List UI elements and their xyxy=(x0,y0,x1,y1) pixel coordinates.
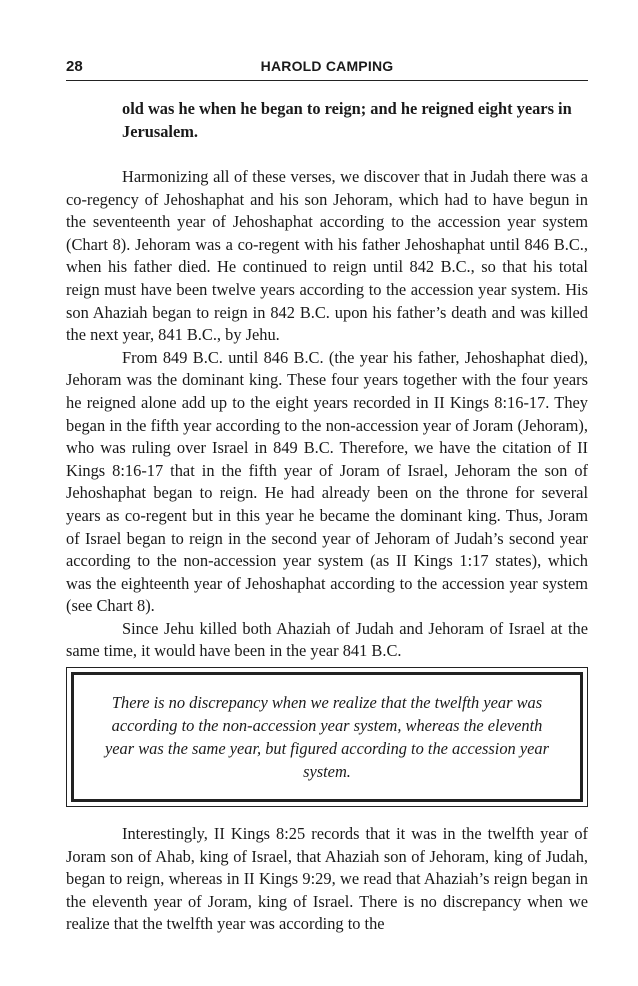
paragraph-since-jehu: Since Jehu killed both Ahaziah of Judah and Jehoram of Israel at the same time, it would have been in the year 841 B.C. xyxy=(66,618,588,661)
running-header xyxy=(66,56,588,81)
paragraph-harmonizing: Harmonizing all of these verses, we discover that in Judah there was a co-regency of Jehoshaphat and his son Jehoram, which had to have begun in the seventeenth year of Jehoshaphat according to the accession year system (Chart 8). Jehoram was a co-regent with his father Jehoshaphat until 846 B.C., when his father died. He continued to reign until 842 B.C., so that his total reign must have been twelve years according to the accession year system. His son Ahaziah began to reign in 842 B.C. upon his father’s death and was killed the next year, 841 B.C., by Jehu. xyxy=(66,167,588,345)
callout-inner-border xyxy=(71,672,583,802)
main-text xyxy=(66,166,588,663)
closing-text xyxy=(66,823,588,936)
callout-text: There is no discrepancy when we realize that the twelfth year was according to the non-accession year system, whereas the eleventh year was the same year, but figured according to the accession year system. xyxy=(105,693,549,781)
paragraph-interestingly: Interestingly, II Kings 8:25 records that it was in the twelfth year of Joram son of Ahab, king of Israel, that Ahaziah son of Jehoram, king of Judah, began to reign, whereas in II Kings 9:29, we read that Ahaziah’s reign began in the eleventh year of Joram, king of Israel. There is no discrepancy when we realize that the twelfth year was according to the xyxy=(66,824,588,934)
running-title: HAROLD CAMPING xyxy=(260,58,394,74)
page-number: 28 xyxy=(66,58,83,75)
callout-box xyxy=(66,667,588,807)
paragraph-from-849: From 849 B.C. until 846 B.C. (the year his father, Jehoshaphat died), Jehoram was the dominant king. These four years together with the four years he reigned alone add up to the eight years recorded in II Kings 8:16-17. They began in the fifth year according to the non-accession year of Joram (Jehoram), who was ruling over Israel in 849 B.C. Therefore, we have the citation of II Kings 8:16-17 that in the fifth year of Joram of Israel, Jehoram the son of Jehoshaphat began to reign. He had already been on the throne for several years as co-regent but in this year he became the dominant king. Thus, Joram of Israel began to reign in the second year of Jehoram of Judah’s second year according to the non-accession year system (as II Kings 1:17 states), which was the eighteenth year of Jehoshaphat according to the accession year system (see Chart 8). xyxy=(66,347,588,616)
scripture-quote-continuation: old was he when he began to reign; and he reigned eight years in Jerusalem. xyxy=(122,99,572,141)
